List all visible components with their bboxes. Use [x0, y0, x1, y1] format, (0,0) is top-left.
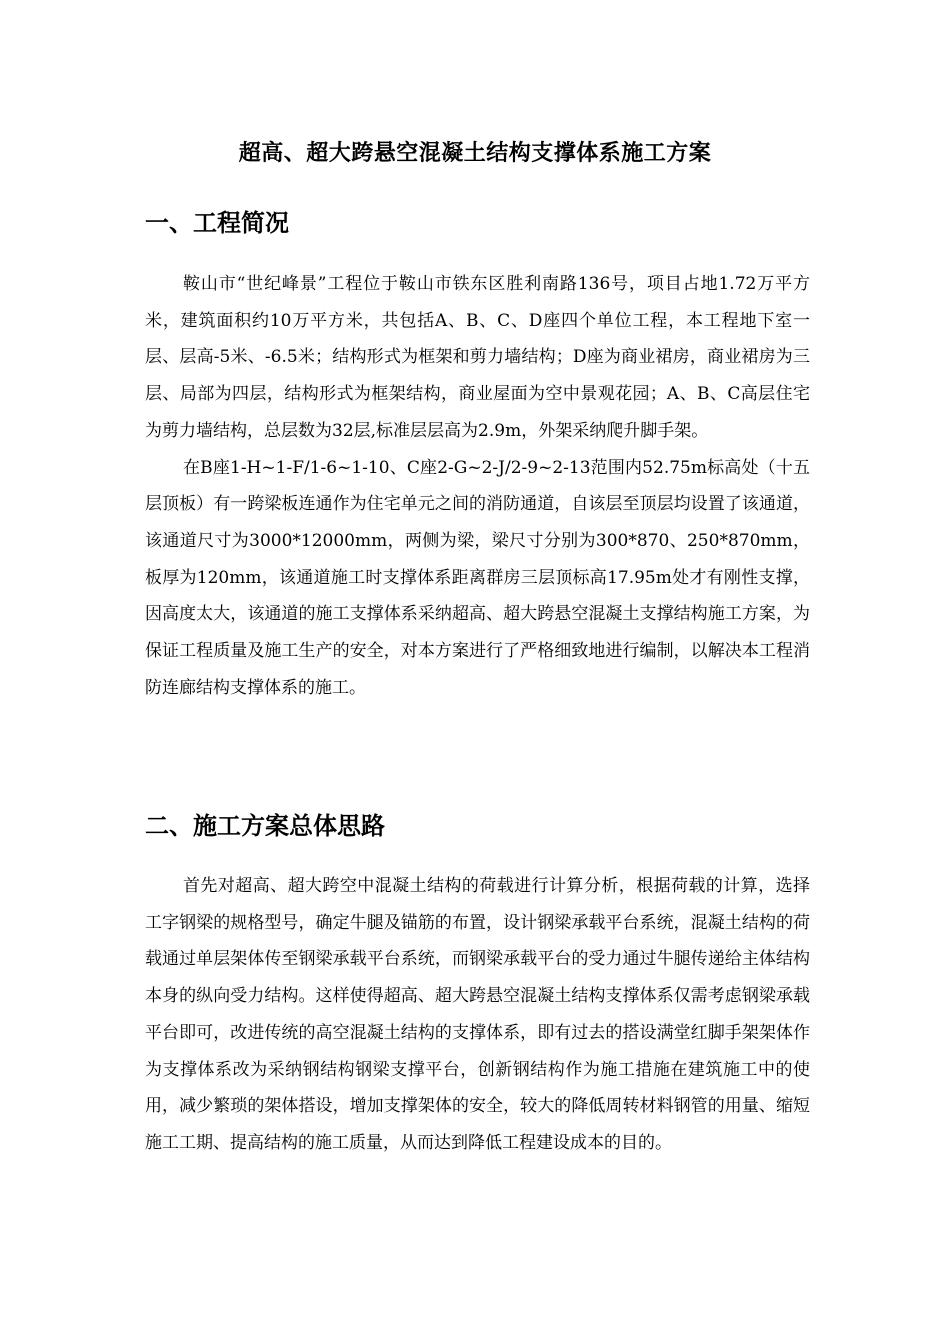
document-title: 超高、超大跨悬空混凝土结构支撑体系施工方案 — [238, 140, 712, 166]
section-heading-construction-approach: 二、施工方案总体思路 — [145, 811, 385, 840]
paragraph: 鞍山市“世纪峰景”工程位于鞍山市铁东区胜利南路136号，项目占地1.72万平方米，建筑面积约10万平方米，共包括A、B、C、D座四个单位工程，本工程地下室一层、层高-5米、-6.5米；结构形式为框架和剪力墙结构；D座为商业裙房，商业裙房为三层、局部为四层，结构形式为框架结构，商业屋面为空中景观花园；A、B、C高层住宅为剪力墙结构，总层数为32层,标准层层高为2.9m，外架采纳爬升脚手架。 — [145, 274, 810, 441]
section-heading-project-overview: 一、工程简况 — [145, 208, 289, 237]
section-body-project-overview — [145, 266, 810, 706]
paragraph: 在B座1-H~1-F/1-6~1-10、C座2-G~2-J/2-9~2-13范围内52.75m标高处（十五层顶板）有一跨梁板连通作为住宅单元之间的消防通道，自该层至顶层均设置了该通道，该通道尺寸为3000*12000mm，两侧为梁，梁尺寸分别为300*870、250*870mm，板厚为120mm，该通道施工时支撑体系距离群房三层顶标高17.95m处才有刚性支撑，因高度太大，该通道的施工支撑体系采纳超高、超大跨悬空混凝土支撑结构施工方案，为保证工程质量及施工生产的安全，对本方案进行了严格细致地进行编制，以解决本工程消防连廊结构支撑体系的施工。 — [145, 457, 810, 698]
section-body-construction-approach — [145, 868, 810, 1162]
paragraph: 首先对超高、超大跨空中混凝土结构的荷载进行计算分析，根据荷载的计算，选择工字钢梁的规格型号，确定牛腿及锚筋的布置，设计钢梁承载平台系统，混凝土结构的荷载通过单层架体传至钢梁承载平台系统，而钢梁承载平台的受力通过牛腿传递给主体结构本身的纵向受力结构。这样使得超高、超大跨悬空混凝土结构支撑体系仅需考虑钢梁承载平台即可，改进传统的高空混凝土结构的支撑体系，即有过去的搭设满堂红脚手架架体作为支撑体系改为采纳钢结构钢梁支撑平台，创新钢结构作为施工措施在建筑施工中的使用，减少繁琐的架体搭设，增加支撑架体的安全，较大的降低周转材料钢管的用量、缩短施工工期、提高结构的施工质量，从而达到降低工程建设成本的目的。 — [145, 876, 810, 1153]
